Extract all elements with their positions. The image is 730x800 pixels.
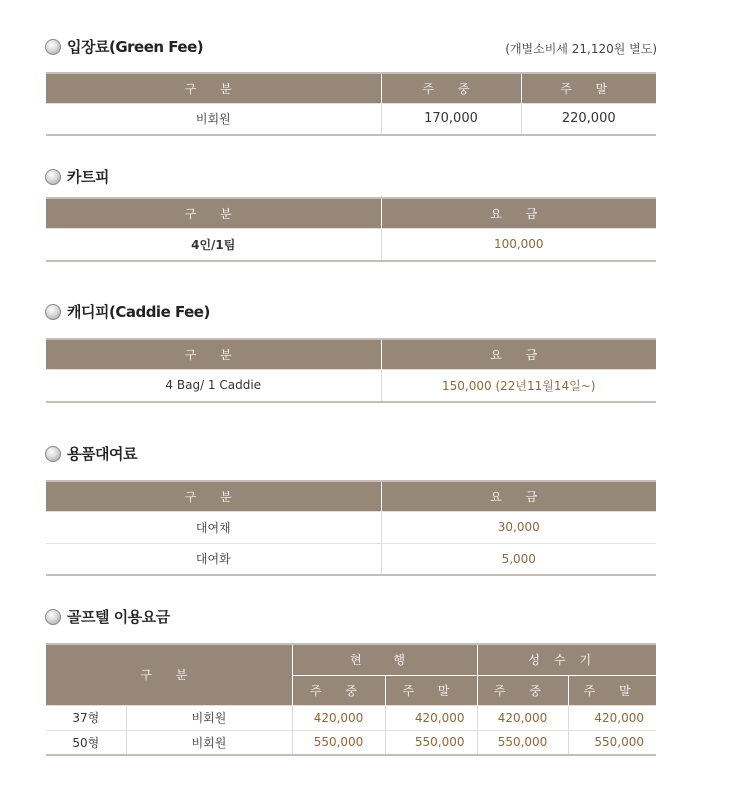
rental-fee-title	[45, 443, 137, 464]
caddie-fee-title-text: 캐디피(Caddie Fee)	[67, 303, 210, 321]
table-row	[46, 103, 656, 135]
header-category: 구 분	[46, 481, 381, 511]
bullet-icon	[45, 169, 61, 185]
header-price: 요 금	[381, 198, 656, 228]
caddie-fee-title	[45, 301, 210, 322]
golftel-fee-title-text: 골프텔 이용요금	[67, 608, 170, 626]
weekend-price: 220,000	[521, 103, 656, 135]
header-category: 구 분	[46, 198, 381, 228]
row-price: 150,000 (22년11월14일~)	[381, 369, 656, 402]
header-current: 현 행	[292, 644, 477, 675]
current-weekend-price: 420,000	[385, 705, 477, 730]
row-price: 100,000	[381, 228, 656, 261]
header-current-weekday: 주 중	[292, 675, 385, 705]
peak-weekday-price: 420,000	[477, 705, 568, 730]
bullet-icon	[45, 304, 61, 320]
golftel-fee-table	[46, 643, 656, 756]
cart-fee-title	[45, 166, 109, 187]
header-category: 구 분	[46, 73, 381, 103]
member-type: 비회원	[126, 730, 292, 755]
header-category: 구 분	[46, 644, 292, 705]
bullet-icon	[45, 609, 61, 625]
row-label: 4인/1팀	[46, 228, 381, 261]
table-header-row	[46, 198, 656, 228]
header-price: 요 금	[381, 339, 656, 369]
row-price: 5,000	[381, 543, 656, 575]
header-weekday: 주 중	[381, 73, 521, 103]
cart-fee-table	[46, 197, 656, 262]
current-weekday-price: 420,000	[292, 705, 385, 730]
row-label: 대여화	[46, 543, 381, 575]
row-label: 비회원	[46, 103, 381, 135]
row-price: 30,000	[381, 511, 656, 543]
header-category: 구 분	[46, 339, 381, 369]
golftel-fee-title	[45, 606, 170, 627]
table-row	[46, 705, 656, 730]
rental-fee-title-text: 용품대여료	[67, 445, 137, 463]
peak-weekday-price: 550,000	[477, 730, 568, 755]
header-peak: 성수기	[477, 644, 656, 675]
table-row	[46, 730, 656, 755]
peak-weekend-price: 550,000	[568, 730, 656, 755]
header-peak-weekend: 주 말	[568, 675, 656, 705]
table-row	[46, 511, 656, 543]
header-weekend: 주 말	[521, 73, 656, 103]
member-type: 비회원	[126, 705, 292, 730]
row-label: 대여채	[46, 511, 381, 543]
header-current-weekend: 주 말	[385, 675, 477, 705]
table-row	[46, 369, 656, 402]
bullet-icon	[45, 39, 61, 55]
cart-fee-title-text: 카트피	[67, 168, 109, 186]
table-header-row	[46, 644, 656, 675]
header-peak-weekday: 주 중	[477, 675, 568, 705]
room-type: 50형	[46, 730, 126, 755]
green-fee-title-text: 입장료(Green Fee)	[67, 38, 204, 56]
green-fee-tax-note: (개별소비세 21,120원 별도)	[505, 42, 657, 56]
current-weekend-price: 550,000	[385, 730, 477, 755]
table-header-row	[46, 73, 656, 103]
table-header-row	[46, 339, 656, 369]
peak-weekend-price: 420,000	[568, 705, 656, 730]
green-fee-table	[46, 72, 656, 136]
current-weekday-price: 550,000	[292, 730, 385, 755]
header-price: 요 금	[381, 481, 656, 511]
weekday-price: 170,000	[381, 103, 521, 135]
table-row	[46, 543, 656, 575]
room-type: 37형	[46, 705, 126, 730]
green-fee-title	[45, 36, 203, 57]
table-header-row	[46, 481, 656, 511]
row-label: 4 Bag/ 1 Caddie	[46, 369, 381, 402]
rental-fee-table	[46, 480, 656, 576]
caddie-fee-table	[46, 338, 656, 403]
bullet-icon	[45, 446, 61, 462]
table-row	[46, 228, 656, 261]
